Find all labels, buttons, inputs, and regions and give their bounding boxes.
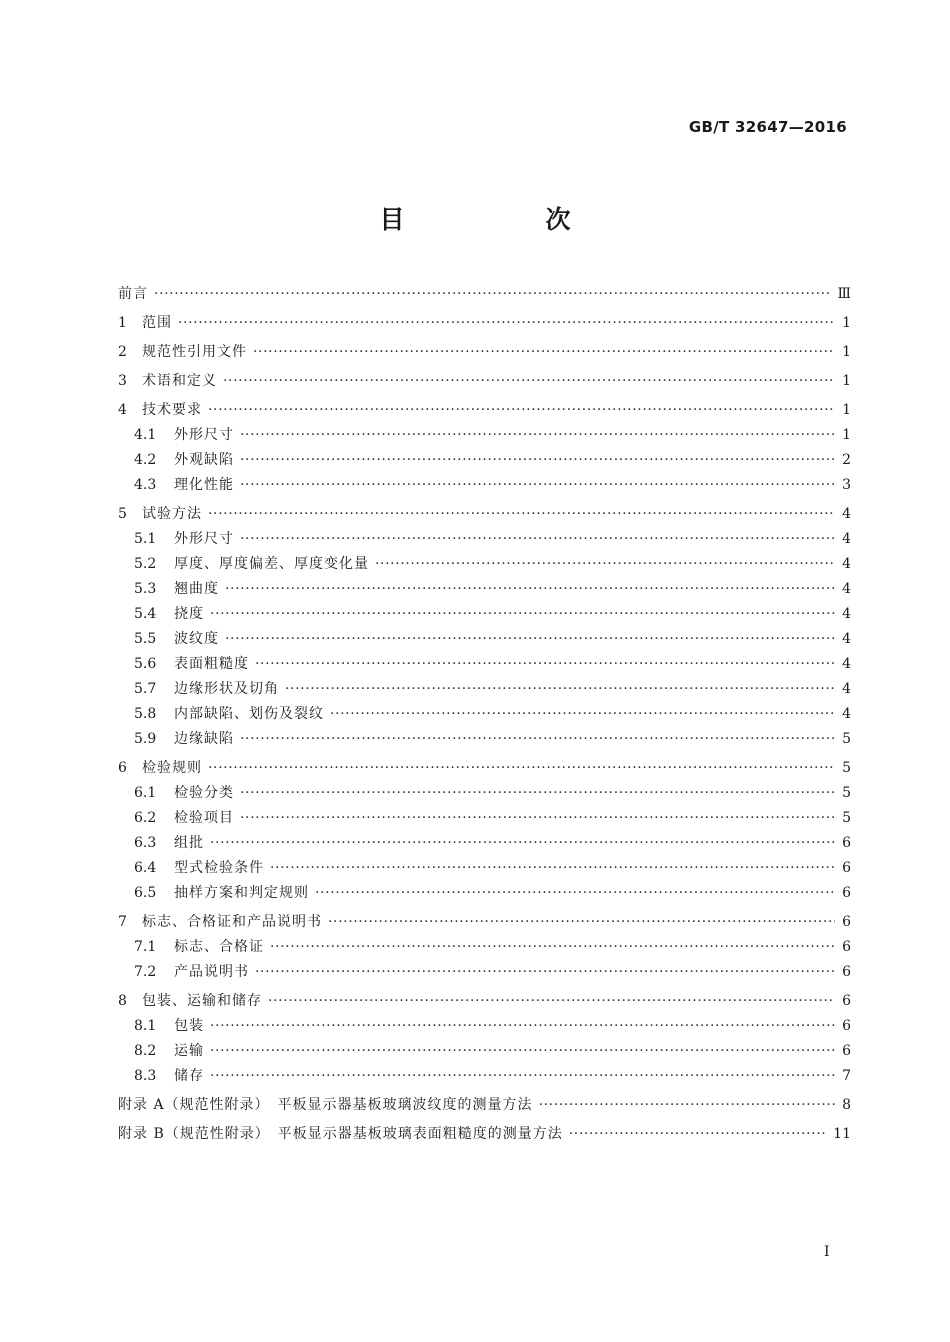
toc-entry-label: 标志、合格证和产品说明书 (142, 914, 322, 930)
toc-entry-page: 4 (842, 706, 851, 722)
toc-entry-label: 抽样方案和判定规则 (174, 885, 309, 901)
toc-entry-number: 4.2 (134, 452, 157, 468)
toc-entry-label: 术语和定义 (142, 373, 217, 389)
toc-dot-leader (285, 677, 835, 702)
toc-entry-number: 6.1 (134, 785, 157, 801)
toc-entry[interactable] (118, 282, 851, 307)
toc-dot-leader (240, 806, 835, 831)
toc-entry-page: 5 (842, 810, 851, 826)
toc-entry-label: 运输 (174, 1043, 204, 1059)
toc-entry-page: 6 (842, 993, 851, 1009)
toc-dot-leader (210, 831, 835, 856)
toc-entry-number: 7 (118, 914, 127, 930)
toc-entry-page: 6 (842, 914, 851, 930)
toc-entry-number: 6.4 (134, 860, 157, 876)
toc-entry-page: 1 (842, 344, 851, 360)
toc-entry-number: 6.2 (134, 810, 157, 826)
toc-entry-page: 4 (842, 556, 851, 572)
toc-entry-label: 厚度、厚度偏差、厚度变化量 (174, 556, 369, 572)
toc-entry[interactable] (118, 473, 851, 498)
toc-entry-number: 1 (118, 315, 127, 331)
toc-dot-leader (240, 423, 835, 448)
toc-entry-number: 6.3 (134, 835, 157, 851)
toc-entry-number: 2 (118, 344, 127, 360)
toc-entry[interactable] (118, 677, 851, 702)
toc-dot-leader (208, 398, 835, 423)
toc-dot-leader (330, 702, 835, 727)
toc-entry-page: 6 (842, 1043, 851, 1059)
toc-entry-number: 3 (118, 373, 127, 389)
toc-entry-label: 组批 (174, 835, 204, 851)
toc-entry-label: 试验方法 (142, 506, 202, 522)
toc-entry[interactable] (118, 1122, 851, 1147)
toc-entry-number: 5.8 (134, 706, 157, 722)
toc-entry-page: 4 (842, 581, 851, 597)
toc-entry-label: 规范性引用文件 (142, 344, 247, 360)
toc-dot-leader (225, 577, 835, 602)
toc-entry[interactable] (118, 856, 851, 881)
table-of-contents (118, 282, 851, 1147)
toc-entry-page: 5 (842, 760, 851, 776)
toc-dot-leader (210, 1064, 835, 1089)
toc-entry[interactable] (118, 756, 851, 781)
toc-entry[interactable] (118, 552, 851, 577)
toc-entry-page: 6 (842, 835, 851, 851)
toc-entry[interactable] (118, 369, 851, 394)
toc-entry-label: 型式检验条件 (174, 860, 264, 876)
toc-entry-page: 1 (842, 427, 851, 443)
toc-entry[interactable] (118, 960, 851, 985)
toc-entry[interactable] (118, 781, 851, 806)
toc-entry[interactable] (118, 502, 851, 527)
toc-entry-page: Ⅲ (837, 286, 851, 302)
toc-dot-leader (240, 448, 835, 473)
toc-entry-label: 范围 (142, 315, 172, 331)
toc-entry-number: 5.7 (134, 681, 157, 697)
toc-entry-number: 5.1 (134, 531, 157, 547)
toc-dot-leader (255, 652, 835, 677)
toc-dot-leader (268, 989, 835, 1014)
toc-entry-label: 外形尺寸 (174, 531, 234, 547)
toc-entry-label: 储存 (174, 1068, 204, 1084)
toc-entry-number: 7.2 (134, 964, 157, 980)
page-number: I (824, 1244, 830, 1260)
toc-entry-label: 表面粗糙度 (174, 656, 249, 672)
toc-dot-leader (210, 602, 835, 627)
toc-entry-page: 5 (842, 731, 851, 747)
toc-entry-number: 5.2 (134, 556, 157, 572)
toc-dot-leader (255, 960, 835, 985)
toc-dot-leader (223, 369, 835, 394)
toc-entry[interactable] (118, 1064, 851, 1089)
toc-entry-label: 附录 A（规范性附录） 平板显示器基板玻璃波纹度的测量方法 (118, 1097, 533, 1113)
toc-entry-number: 5.6 (134, 656, 157, 672)
toc-entry-number: 6.5 (134, 885, 157, 901)
toc-entry-label: 外形尺寸 (174, 427, 234, 443)
standard-code: GB/T 32647—2016 (688, 118, 847, 136)
toc-dot-leader (270, 935, 835, 960)
toc-entry-label: 边缘形状及切角 (174, 681, 279, 697)
toc-entry[interactable] (118, 1093, 851, 1118)
toc-entry-number: 5.9 (134, 731, 157, 747)
toc-entry-number: 7.1 (134, 939, 157, 955)
toc-entry[interactable] (118, 989, 851, 1014)
toc-entry[interactable] (118, 398, 851, 423)
toc-entry-label: 产品说明书 (174, 964, 249, 980)
toc-entry-number: 4 (118, 402, 127, 418)
toc-entry-label: 内部缺陷、划伤及裂纹 (174, 706, 324, 722)
toc-entry[interactable] (118, 935, 851, 960)
toc-entry-label: 检验分类 (174, 785, 234, 801)
toc-entry[interactable] (118, 340, 851, 365)
toc-dot-leader (253, 340, 835, 365)
toc-dot-leader (178, 311, 835, 336)
toc-dot-leader (240, 473, 835, 498)
toc-entry-label: 标志、合格证 (174, 939, 264, 955)
toc-dot-leader (569, 1122, 827, 1147)
toc-entry[interactable] (118, 602, 851, 627)
toc-entry-label: 前言 (118, 286, 148, 302)
toc-dot-leader (208, 502, 835, 527)
toc-entry-page: 4 (842, 631, 851, 647)
toc-entry-label: 包装 (174, 1018, 204, 1034)
toc-entry-number: 5.4 (134, 606, 157, 622)
toc-entry-number: 5.5 (134, 631, 157, 647)
toc-entry-page: 6 (842, 939, 851, 955)
toc-entry[interactable] (118, 831, 851, 856)
toc-dot-leader (210, 1039, 835, 1064)
toc-entry-page: 2 (842, 452, 851, 468)
toc-entry-page: 4 (842, 606, 851, 622)
toc-entry-label: 附录 B（规范性附录） 平板显示器基板玻璃表面粗糙度的测量方法 (118, 1126, 563, 1142)
toc-entry-label: 外观缺陷 (174, 452, 234, 468)
toc-entry[interactable] (118, 311, 851, 336)
toc-entry[interactable] (118, 448, 851, 473)
toc-entry-label: 边缘缺陷 (174, 731, 234, 747)
page-title: 目 次 (379, 205, 629, 234)
toc-entry[interactable] (118, 910, 851, 935)
toc-entry-page: 1 (842, 373, 851, 389)
toc-entry[interactable] (118, 627, 851, 652)
toc-entry-page: 4 (842, 506, 851, 522)
toc-dot-leader (154, 282, 831, 307)
toc-entry-page: 6 (842, 885, 851, 901)
toc-entry-number: 8.3 (134, 1068, 157, 1084)
toc-dot-leader (225, 627, 835, 652)
toc-entry[interactable] (118, 806, 851, 831)
toc-dot-leader (328, 910, 835, 935)
toc-entry[interactable] (118, 577, 851, 602)
toc-entry[interactable] (118, 702, 851, 727)
toc-entry-label: 检验规则 (142, 760, 202, 776)
toc-entry-number: 8.2 (134, 1043, 157, 1059)
toc-entry[interactable] (118, 652, 851, 677)
toc-entry-label: 技术要求 (142, 402, 202, 418)
toc-entry-label: 包装、运输和储存 (142, 993, 262, 1009)
toc-entry[interactable] (118, 1014, 851, 1039)
toc-entry-page: 6 (842, 1018, 851, 1034)
toc-entry-page: 3 (842, 477, 851, 493)
toc-entry-page: 1 (842, 315, 851, 331)
toc-entry-label: 检验项目 (174, 810, 234, 826)
toc-entry-page: 4 (842, 656, 851, 672)
toc-dot-leader (210, 1014, 835, 1039)
toc-entry-number: 5 (118, 506, 127, 522)
toc-entry-page: 6 (842, 964, 851, 980)
toc-entry[interactable] (118, 423, 851, 448)
toc-entry-page: 7 (842, 1068, 851, 1084)
toc-entry-page: 1 (842, 402, 851, 418)
toc-dot-leader (539, 1093, 835, 1118)
toc-entry[interactable] (118, 727, 851, 752)
toc-entry-number: 4.1 (134, 427, 157, 443)
toc-dot-leader (315, 881, 835, 906)
toc-entry-page: 6 (842, 860, 851, 876)
toc-entry-number: 8 (118, 993, 127, 1009)
toc-entry-page: 8 (842, 1097, 851, 1113)
toc-entry[interactable] (118, 1039, 851, 1064)
toc-entry-number: 5.3 (134, 581, 157, 597)
toc-dot-leader (240, 727, 835, 752)
toc-dot-leader (270, 856, 835, 881)
toc-entry-page: 11 (833, 1126, 851, 1142)
toc-entry-number: 4.3 (134, 477, 157, 493)
toc-entry-page: 5 (842, 785, 851, 801)
toc-entry-label: 翘曲度 (174, 581, 219, 597)
toc-dot-leader (208, 756, 835, 781)
toc-entry-number: 6 (118, 760, 127, 776)
toc-entry[interactable] (118, 527, 851, 552)
toc-entry[interactable] (118, 881, 851, 906)
toc-entry-label: 理化性能 (174, 477, 234, 493)
toc-entry-number: 8.1 (134, 1018, 157, 1034)
toc-entry-page: 4 (842, 681, 851, 697)
toc-entry-label: 挠度 (174, 606, 204, 622)
toc-entry-page: 4 (842, 531, 851, 547)
toc-dot-leader (375, 552, 835, 577)
toc-dot-leader (240, 527, 835, 552)
toc-dot-leader (240, 781, 835, 806)
toc-entry-label: 波纹度 (174, 631, 219, 647)
